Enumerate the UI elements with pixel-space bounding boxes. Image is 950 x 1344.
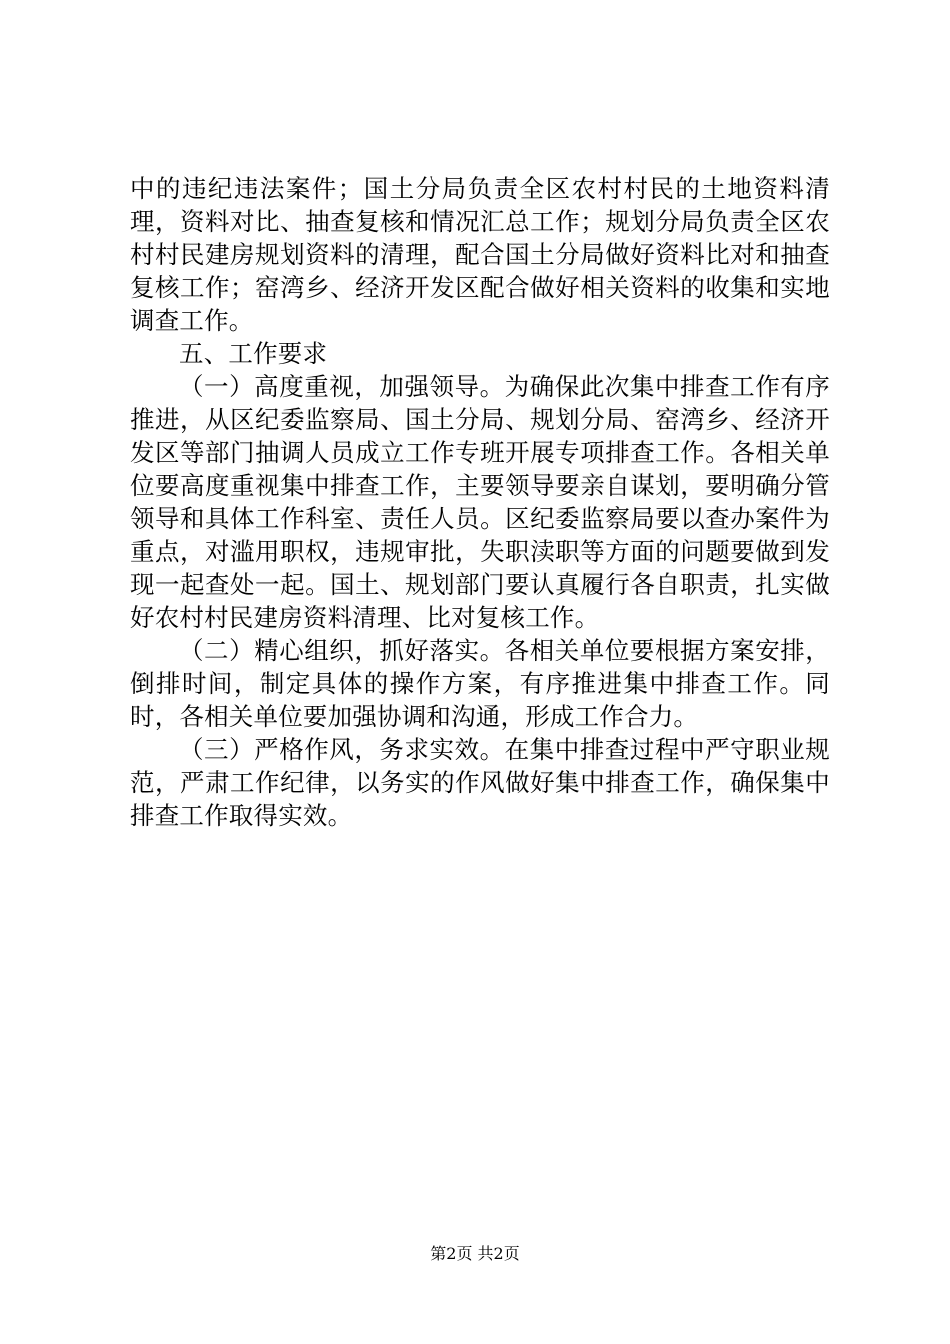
paragraph-continuation: 中的违纪违法案件；国土分局负责全区农村村民的土地资料清理，资料对比、抽查复核和情况汇总工作；规划分局负责全区农村村民建房规划资料的清理，配合国土分局做好资料比对和抽查复核工作；窑湾乡、经济开发区配合做好相关资料的收集和实地调查工作。: [130, 174, 830, 335]
paragraph-requirement-2: （二）精心组织，抓好落实。各相关单位要根据方案安排，倒排时间，制定具体的操作方案，有序推进集中排查工作。同时，各相关单位要加强协调和沟通，形成工作合力。: [130, 636, 830, 731]
document-body: [130, 172, 830, 832]
paragraph-requirement-3: （三）严格作风，务求实效。在集中排查过程中严守职业规范，严肃工作纪律，以务实的作风做好集中排查工作，确保集中排查工作取得实效。: [130, 735, 830, 830]
page-footer: [0, 1243, 950, 1265]
paragraph-requirement-1: （一）高度重视，加强领导。为确保此次集中排查工作有序推进，从区纪委监察局、国土分局、规划分局、窑湾乡、经济开发区等部门抽调人员成立工作专班开展专项排查工作。各相关单位要高度重视集中排查工作，主要领导要亲自谋划，要明确分管领导和具体工作科室、责任人员。区纪委监察局要以查办案件为重点，对滥用职权，违规审批，失职渎职等方面的问题要做到发现一起查处一起。国土、规划部门要认真履行各自职责，扎实做好农村村民建房资料清理、比对复核工作。: [130, 372, 830, 632]
section-heading: 五、工作要求: [179, 339, 328, 368]
page-number-label: 第2页 共2页: [430, 1244, 520, 1263]
